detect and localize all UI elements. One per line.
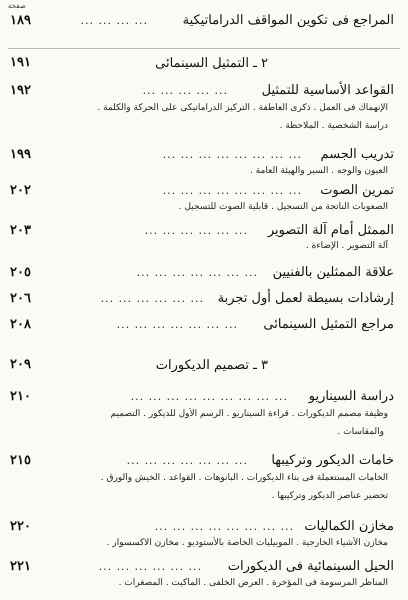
toc-entry-title: تدريب الجسم bbox=[320, 147, 394, 162]
toc-subtopics: الصعوبات الناتجة من التسجيل . قابلية الصوت للتسجيل . bbox=[178, 202, 388, 212]
toc-entry-title: المراجع فى تكوين المواقف الدراماتيكية bbox=[182, 13, 394, 28]
toc-entry bbox=[10, 518, 398, 536]
chapter-heading bbox=[10, 356, 398, 376]
page-header-label: صفحة bbox=[8, 2, 26, 10]
toc-subtopics: والمقاسات . bbox=[337, 427, 384, 437]
toc-entry bbox=[10, 558, 398, 576]
toc-entry-title: تمرين الصوت bbox=[320, 183, 394, 198]
toc-entry-leader: ... ... ... ... ... ... bbox=[144, 224, 248, 237]
toc-entry-title: القواعد الأساسية للتمثيل bbox=[261, 83, 394, 98]
toc-entry bbox=[10, 264, 398, 282]
toc-entry-page: ٢١٥ bbox=[10, 453, 31, 468]
toc-entry-page: ٢٠٦ bbox=[10, 291, 31, 306]
toc-subtopics: آلة التصوير . الإضاءة . bbox=[305, 241, 388, 251]
toc-entry-leader: ... ... ... ... ... ... bbox=[100, 292, 204, 305]
toc-entry-title: مخازن الكماليات bbox=[304, 519, 394, 534]
toc-entry-title: الممثل أمام آلة التصوير bbox=[267, 223, 394, 238]
toc-subtopics: مخازن الأشياء الخارجية . الموبيليات الخاصة بالأستوديو . مخازن الاكسسوار . bbox=[106, 538, 388, 548]
toc-entry bbox=[10, 146, 398, 164]
toc-entry bbox=[10, 452, 398, 470]
toc-entry bbox=[10, 182, 398, 200]
toc-subtopics: المناظر المرسومة فى المؤخرة . العرض الخلفى . الماكيت . المصغرات . bbox=[118, 578, 388, 588]
chapter-page: ٢٠٩ bbox=[10, 357, 31, 372]
toc-entry-leader: ... ... ... ... ... ... ... bbox=[136, 266, 258, 279]
toc-entry-page: ٢٠٨ bbox=[10, 317, 31, 332]
divider bbox=[8, 48, 400, 49]
toc-entry-leader: ... ... ... ... ... ... ... ... bbox=[162, 184, 302, 197]
toc-entry-page: ٢٠٢ bbox=[10, 183, 31, 198]
toc-entry-leader: ... ... ... ... ... bbox=[142, 84, 228, 97]
toc-entry-leader: ... ... ... ... ... ... ... ... ... bbox=[130, 390, 288, 403]
toc-entry-leader: ... ... ... ... ... ... ... bbox=[116, 318, 238, 331]
toc-entry bbox=[10, 388, 398, 406]
toc-entry bbox=[10, 316, 398, 334]
chapter-title: ٢ ـ التمثيل السينمائى bbox=[155, 56, 268, 71]
toc-entry-page: ٢١٠ bbox=[10, 389, 31, 404]
toc-entry bbox=[10, 82, 398, 100]
toc-entry-leader: ... ... ... ... ... ... bbox=[98, 560, 202, 573]
toc-entry-title: دراسة السيناريو bbox=[308, 389, 394, 404]
chapter-heading bbox=[10, 54, 398, 74]
toc-entry bbox=[10, 222, 398, 240]
toc-entry-title: الحيل السينمائية فى الديكورات bbox=[227, 559, 394, 574]
toc-entry-page: ١٩٢ bbox=[10, 83, 31, 98]
toc-entry-page: ٢٢١ bbox=[10, 559, 31, 574]
toc-entry-leader: ... ... ... ... ... ... ... bbox=[126, 454, 248, 467]
toc-entry-title: خامات الديكور وتركيبها bbox=[271, 453, 394, 468]
toc-entry-title: إرشادات بسيطة لعمل أول تجربة bbox=[217, 291, 394, 306]
toc-subtopics: العيون والوجه . السير والهيئة العامة . bbox=[250, 166, 388, 176]
toc-entry-page: ١٩٩ bbox=[10, 147, 31, 162]
chapter-page: ١٩١ bbox=[10, 55, 31, 70]
toc-subtopics: دراسة الشخصية . الملاحظة . bbox=[279, 121, 388, 131]
toc-entry bbox=[10, 12, 398, 30]
toc-entry-leader: ... ... ... ... bbox=[80, 14, 148, 27]
toc-entry-leader: ... ... ... ... ... ... ... ... bbox=[162, 148, 302, 161]
toc-entry-page: ٢٢٠ bbox=[10, 519, 31, 534]
chapter-title: ٣ ـ تصميم الديكورات bbox=[155, 358, 268, 373]
toc-entry-page: ٢٠٣ bbox=[10, 223, 31, 238]
toc-entry-leader: ... ... ... ... ... ... ... ... bbox=[154, 520, 294, 533]
toc-subtopics: الخامات المستعملة فى بناء الديكورات . البانوهات . القواعد . الخيش والورق . bbox=[100, 473, 388, 483]
toc-entry-page: ٢٠٥ bbox=[10, 265, 31, 280]
toc-entry bbox=[10, 290, 398, 308]
toc-entry-title: مراجع التمثيل السينمائى bbox=[263, 317, 394, 332]
toc-subtopics: الإنهماك فى العمل . ذكرى العاطفة . التركيز الدراماتيكى على الحركة والكلمة . bbox=[97, 103, 388, 113]
toc-subtopics: وظيفة مصمم الديكورات . قراءة السيناريو . الرسم الأول للديكور . التصميم bbox=[110, 409, 388, 419]
toc-entry-page: ١٨٩ bbox=[10, 13, 31, 28]
toc-entry-title: علاقة الممثلين بالفنيين bbox=[272, 265, 394, 280]
toc-subtopics: تحضير عناصر الديكور وتركيبها . bbox=[271, 491, 388, 501]
